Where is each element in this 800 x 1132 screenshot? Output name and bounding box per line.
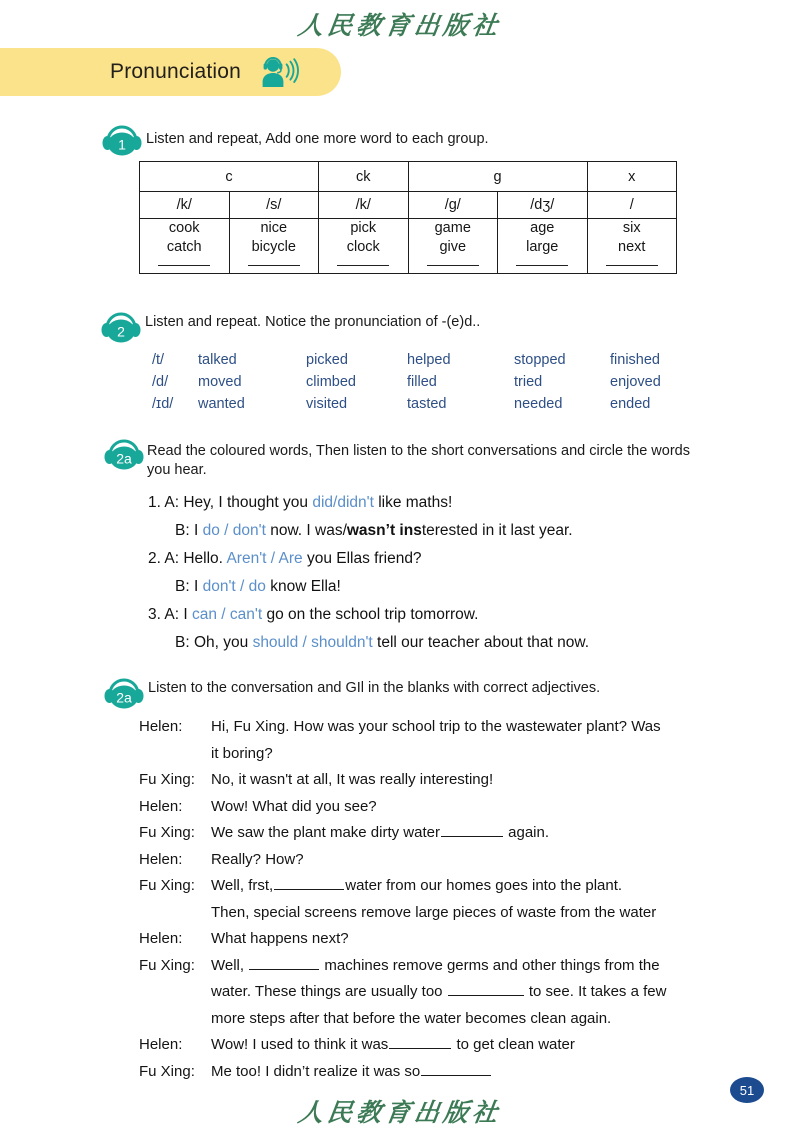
dialogue-speaker: Helen: [139,1036,183,1053]
utterance-part: know Ella! [265,578,341,595]
answer-blank[interactable] [441,822,503,837]
ed-word: needed [514,396,563,412]
dialogue-text: Wow! What did you see? [211,797,377,815]
ed-words-row [152,374,661,396]
table-row-symbols [140,192,677,219]
ed-word: stopped [514,352,566,368]
dialogue-text: Well, [211,956,249,974]
ed-word: helped [407,352,451,368]
activity-badge-2a-blanks [101,672,147,712]
headset-speaker-icon [259,55,299,89]
answer-blank[interactable] [421,1061,491,1076]
word: next [618,239,646,255]
ed-word: tried [514,374,543,390]
answer-blank[interactable] [274,875,344,890]
choice-option[interactable]: can / can't [191,606,263,623]
dialogue-utterance [211,1032,666,1059]
sound-symbol: /dʒ/ [498,192,588,219]
dialogue-line [139,953,666,980]
dialogue-speaker: Fu Xing: [139,824,195,841]
conversation-number: 3. [148,606,161,623]
ed-sound-symbol: /ɪd/ [152,396,174,412]
dialogue-line [139,900,666,927]
word-cell [408,219,498,274]
utterance-part: Hey, I thought you [183,494,313,511]
sound-symbol: / [587,192,677,219]
conversation-number: 2. [148,550,161,567]
dialogue-utterance [211,1006,666,1033]
dialogue-text: Wow! I used to think it was [211,1036,389,1053]
utterance-part: like maths! [373,494,453,511]
speaker-label: B: [175,522,190,539]
word-cell [140,219,230,274]
dialogue-line [139,873,666,900]
dialogue-line [139,1059,666,1086]
answer-blank[interactable] [427,265,479,266]
publisher-logo-bottom: 人民教育出版社 [296,1100,504,1127]
svg-text:1: 1 [118,136,126,153]
ed-words-grid [152,352,661,418]
utterance-part: Hello. [183,550,227,567]
utterance-part: terested in it last year. [421,522,573,539]
dialogue-speaker: Fu Xing: [139,956,195,974]
dialogue-speaker: Helen: [139,930,183,947]
ed-word: moved [198,374,242,390]
utterance-part: tell our teacher about that now. [372,634,589,651]
ed-word: wanted [198,396,245,412]
activity-2a-blanks-instruction: Listen to the conversation and GIl in the blanks with correct adjectives. [148,680,601,696]
dialogue-line [139,979,666,1006]
dialogue-line [139,820,666,847]
utterance-part: I [183,606,192,623]
speaker-label: A: [164,606,180,623]
word: cook [168,220,200,236]
dialogue-line [139,794,666,821]
dialogue-utterance [211,900,666,927]
table-header-ck: ck [319,162,409,192]
dialogue-text: Then, special screens remove large pieces of waste from the water [211,903,657,921]
word: clock [346,239,380,255]
svg-text:2: 2 [117,323,125,340]
conversation-line [148,601,589,629]
dialogue-speaker: Helen: [139,850,183,868]
ed-word: finished [610,352,660,368]
ed-word: ended [610,396,651,412]
dialogue-utterance [211,1059,666,1086]
utterance-part: I [193,522,203,539]
conversation-line [148,489,589,517]
answer-blank[interactable] [606,265,658,266]
word-cell [498,219,588,274]
choice-option[interactable]: Aren't / Are [226,550,303,567]
choice-option[interactable]: should / shouldn't [252,634,373,651]
dialogue-text: Hi, Fu Xing. How was your school trip to the wastewater plant? Was [211,718,661,735]
word: bicycle [251,239,296,255]
svg-text:2a: 2a [116,450,132,467]
utterance-part: Oh, you [193,634,253,651]
table-row-words [140,219,677,274]
speaker-label: B: [175,634,190,651]
dialogue-utterance [211,794,666,821]
dialogue-text: machines remove germs and other things from the [320,956,660,974]
dialogue-utterance [211,926,666,953]
activity-2-instruction: Listen and repeat. Notice the pronunciation of -(e)d.. [145,314,481,330]
utterance-part: you Ellas friend? [302,550,422,567]
conversation-line [148,517,589,545]
activity-badge-2 [98,306,144,346]
word-cell [587,219,677,274]
word: game [434,220,471,236]
dialogue-utterance [211,820,666,847]
dialogue-utterance [211,714,666,741]
speaker-label: B: [175,578,190,595]
banner-title: Pronunciation [110,60,242,83]
choice-option[interactable]: wasn’t ins [346,522,422,539]
dialogue-text: Really? How? [211,850,304,868]
dialogue-text: What happens next? [211,930,349,947]
ed-word: filled [407,374,437,390]
utterance-part: I [193,578,203,595]
dialogue-text: Well, frst, [211,877,274,894]
conversation-line [148,573,589,601]
dialogue-line [139,767,666,794]
utterance-part: go on the school trip tomorrow. [262,606,479,623]
dialogue-text: water from our homes goes into the plant. [345,877,623,894]
conversations-list [148,489,589,657]
dialogue-speaker: Fu Xing: [139,877,195,894]
activity-1-instruction: Listen and repeat, Add one more word to each group. [146,131,489,147]
dialogue-speaker: Helen: [139,718,183,735]
dialogue-text: again. [503,824,550,841]
answer-blank[interactable] [389,1034,451,1049]
ed-words-row [152,396,661,418]
word-cell [319,219,409,274]
activity-badge-2a-circle [101,433,147,473]
dialogue-text: to see. It takes a few [524,983,667,1000]
ed-word: talked [198,352,237,368]
dialogue-text: We saw the plant make dirty water [211,824,440,841]
word: nice [260,220,288,236]
speaker-label: A: [164,494,180,511]
answer-blank[interactable] [516,265,568,266]
answer-blank[interactable] [249,955,319,970]
word: pick [350,220,377,236]
answer-blank[interactable] [158,265,210,266]
dialogue-text: more steps after that before the water becomes clean again. [211,1009,612,1027]
dialogue-utterance [211,953,666,980]
activity-badge-1 [99,119,145,159]
word: six [622,220,641,236]
ed-sound-symbol: /d/ [152,374,169,390]
svg-text:2a: 2a [116,689,132,706]
ed-word: tasted [407,396,447,412]
answer-blank[interactable] [448,981,524,996]
dialogue-line [139,714,666,741]
speaker-label: A: [164,550,180,567]
dialogue-speaker: Helen: [139,797,183,815]
table-header-x: x [587,162,677,192]
sound-symbol: /k/ [319,192,409,219]
table-header-g: g [408,162,587,192]
word-cell [229,219,319,274]
sound-symbol: /g/ [408,192,498,219]
sound-symbol: /k/ [140,192,230,219]
dialogue-transcript [139,714,666,1085]
word: age [530,220,555,236]
dialogue-utterance [211,847,666,874]
sound-symbol: /s/ [229,192,319,219]
utterance-part: now. I was/ [265,522,347,539]
dialogue-text: Me too! I didn’t realize it was so [211,1062,421,1080]
pronunciation-table [139,161,677,274]
answer-blank[interactable] [248,265,300,266]
dialogue-text: water. These things are usually too [211,983,447,1000]
dialogue-line [139,847,666,874]
pronunciation-banner [0,48,341,96]
dialogue-speaker: Fu Xing: [139,771,195,788]
table-row-letters [140,162,677,192]
conversation-line [148,545,589,573]
ed-word: enjoved [610,374,661,390]
ed-word: climbed [306,374,356,390]
page-number-badge: 51 [730,1077,764,1103]
word: give [439,239,467,255]
publisher-logo-top: 人民教育出版社 [296,13,504,40]
choice-option[interactable]: did/didn't [312,494,374,511]
dialogue-speaker: Fu Xing: [139,1062,195,1080]
dialogue-utterance [211,741,666,768]
dialogue-line [139,1032,666,1059]
dialogue-line [139,741,666,768]
ed-words-row [152,352,661,374]
activity-2a-circle-instruction: Read the coloured words, Then listen to the short conversations and circle the words you hear. [147,443,690,478]
word: catch [166,239,202,255]
dialogue-line [139,1006,666,1033]
dialogue-utterance [211,767,666,794]
conversation-line [148,629,589,657]
dialogue-text: No, it wasn't at all, It was really interesting! [211,771,494,788]
answer-blank[interactable] [337,265,389,266]
dialogue-utterance [211,979,666,1006]
choice-option[interactable]: don't / do [202,578,266,595]
dialogue-line [139,926,666,953]
ed-word: picked [306,352,348,368]
dialogue-text: it boring? [211,744,273,762]
table-header-c: c [140,162,319,192]
conversation-number: 1. [148,494,161,511]
choice-option[interactable]: do / don't [202,522,266,539]
dialogue-utterance [211,873,666,900]
ed-sound-symbol: /t/ [152,352,165,368]
dialogue-text: to get clean water [452,1036,575,1053]
word: large [526,239,559,255]
ed-word: visited [306,396,348,412]
